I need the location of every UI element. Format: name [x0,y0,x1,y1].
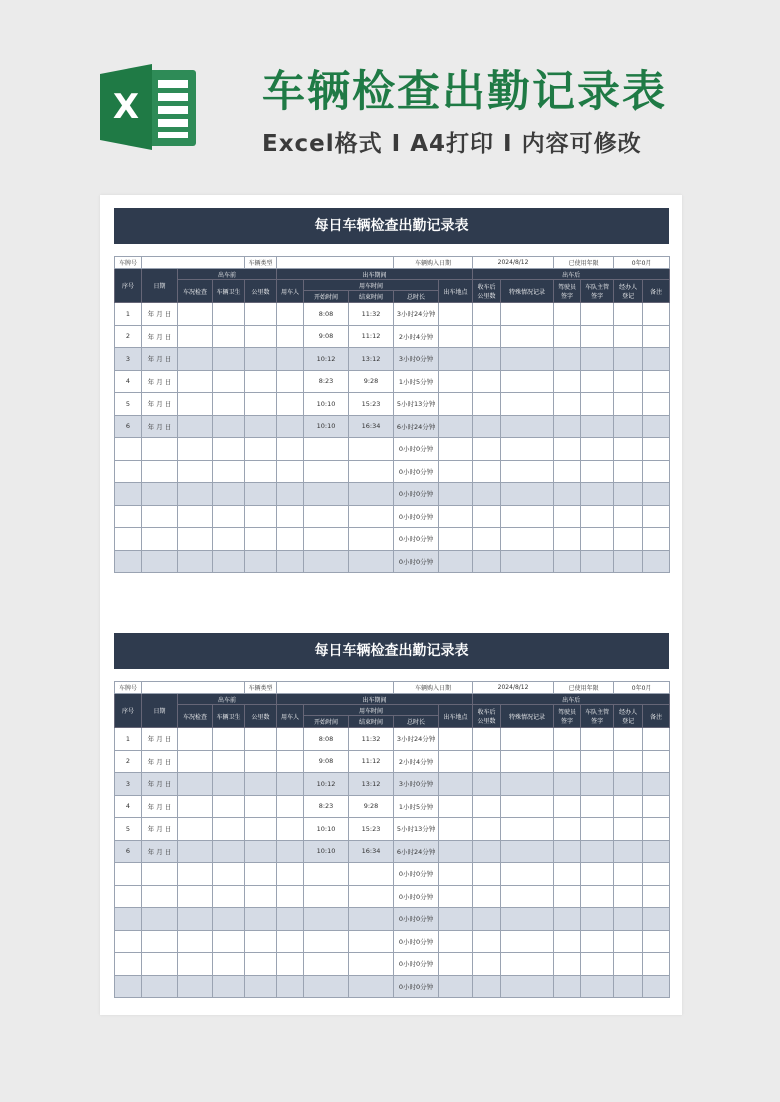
cell-seq [115,930,142,953]
cell-start: 8:08 [304,728,349,751]
cell-seq: 3 [115,348,142,371]
cell-end [349,953,394,976]
cell-total: 3小时0分钟 [394,773,439,796]
cell-end: 16:34 [349,415,394,438]
col-special: 特殊情况记录 [501,280,554,303]
paper-sheet [100,195,682,1015]
cell-total: 6小时24分钟 [394,415,439,438]
cell-end: 11:32 [349,728,394,751]
cell-seq: 5 [115,818,142,841]
cell-total: 5小时13分钟 [394,818,439,841]
cell-date [142,953,178,976]
col-handler: 经办人 登记 [614,280,643,303]
table-row [115,885,670,908]
cell-end [349,505,394,528]
cell-seq [115,975,142,998]
cell-start: 8:23 [304,370,349,393]
cell-start: 9:08 [304,750,349,773]
cell-end: 11:32 [349,303,394,326]
cell-date: 年 月 日 [142,393,178,416]
cell-date: 年 月 日 [142,325,178,348]
cell-start [304,953,349,976]
record-sheet-2 [114,633,669,998]
cell-start [304,975,349,998]
years-value: 0年0月 [614,682,670,694]
cell-start: 10:10 [304,840,349,863]
cell-end: 13:12 [349,773,394,796]
cell-date [142,505,178,528]
cell-seq: 4 [115,795,142,818]
cell-total: 2小时4分钟 [394,325,439,348]
table-row [115,438,670,461]
col-user: 用车人 [277,705,304,728]
cell-end: 13:12 [349,348,394,371]
cell-total: 3小时24分钟 [394,728,439,751]
cell-seq [115,505,142,528]
col-special: 特殊情况记录 [501,705,554,728]
cell-start [304,885,349,908]
cell-seq [115,885,142,908]
table-row [115,773,670,796]
table-row [115,393,670,416]
cell-total: 0小时0分钟 [394,953,439,976]
cell-start [304,483,349,506]
sheet-title: 每日车辆检查出勤记录表 [114,633,669,669]
cell-seq: 3 [115,773,142,796]
cell-end: 11:12 [349,325,394,348]
record-table [114,256,670,573]
cell-total: 0小时0分钟 [394,863,439,886]
table-row [115,795,670,818]
type-value [277,257,394,269]
cell-end: 16:34 [349,840,394,863]
cell-date: 年 月 日 [142,750,178,773]
table-row [115,975,670,998]
cell-date [142,438,178,461]
cell-seq: 4 [115,370,142,393]
cell-start: 10:10 [304,415,349,438]
cell-start [304,550,349,573]
col-seq: 序号 [115,269,142,303]
cell-start [304,528,349,551]
cell-start: 9:08 [304,325,349,348]
plate-value [142,257,245,269]
col-date: 日期 [142,269,178,303]
col-note: 备注 [643,280,670,303]
cell-total: 0小时0分钟 [394,438,439,461]
cell-end [349,438,394,461]
cell-total: 0小时0分钟 [394,550,439,573]
cell-total: 0小时0分钟 [394,908,439,931]
cell-total: 1小时5分钟 [394,370,439,393]
group-before: 出车前 [178,269,277,280]
cell-date: 年 月 日 [142,348,178,371]
cell-total: 2小时4分钟 [394,750,439,773]
cell-seq [115,460,142,483]
col-manager: 车队主管 签字 [581,280,614,303]
cell-end: 11:12 [349,750,394,773]
table-row [115,930,670,953]
table-row [115,460,670,483]
col-place: 出车地点 [439,280,473,303]
cell-date: 年 月 日 [142,773,178,796]
record-table [114,681,670,998]
purchase-value: 2024/8/12 [473,682,554,694]
cell-start [304,505,349,528]
table-row [115,528,670,551]
col-return-km: 收车后 公里数 [473,280,501,303]
cell-date [142,483,178,506]
cell-end [349,528,394,551]
cell-date [142,460,178,483]
col-check: 车况检查 [178,705,213,728]
cell-start [304,930,349,953]
cell-end [349,885,394,908]
table-row [115,303,670,326]
cell-date [142,885,178,908]
col-manager: 车队主管 签字 [581,705,614,728]
type-label: 车辆类型 [245,682,277,694]
cell-end [349,460,394,483]
cell-date: 年 月 日 [142,728,178,751]
cell-seq: 1 [115,728,142,751]
cell-date [142,550,178,573]
cell-total: 0小时0分钟 [394,885,439,908]
cell-end: 9:28 [349,370,394,393]
cell-date: 年 月 日 [142,840,178,863]
purchase-label: 车辆购入日期 [394,257,473,269]
table-row [115,908,670,931]
table-row [115,415,670,438]
cell-start [304,863,349,886]
cell-total: 6小时24分钟 [394,840,439,863]
plate-label: 车牌号 [115,257,142,269]
years-value: 0年0月 [614,257,670,269]
cell-seq [115,908,142,931]
cell-seq [115,528,142,551]
col-start: 开始时间 [304,716,349,728]
col-user: 用车人 [277,280,304,303]
cell-end: 15:23 [349,393,394,416]
col-check: 车况检查 [178,280,213,303]
table-row [115,550,670,573]
col-km: 公里数 [245,280,277,303]
cell-start: 8:08 [304,303,349,326]
col-return-km: 收车后 公里数 [473,705,501,728]
cell-date [142,930,178,953]
cell-end [349,550,394,573]
cell-seq [115,953,142,976]
cell-start: 10:10 [304,818,349,841]
col-total: 总时长 [394,291,439,303]
purchase-value: 2024/8/12 [473,257,554,269]
table-row [115,863,670,886]
plate-value [142,682,245,694]
col-date: 日期 [142,694,178,728]
col-hygiene: 车辆卫生 [213,280,245,303]
cell-seq [115,483,142,506]
cell-date: 年 月 日 [142,818,178,841]
cell-date: 年 月 日 [142,795,178,818]
cell-start: 8:23 [304,795,349,818]
group-during: 出车期间 [277,269,473,280]
cell-seq: 1 [115,303,142,326]
col-driver: 驾驶员 签字 [554,280,581,303]
cell-seq [115,863,142,886]
years-label: 已使用年限 [554,257,614,269]
cell-total: 0小时0分钟 [394,930,439,953]
group-before: 出车前 [178,694,277,705]
cell-seq: 2 [115,750,142,773]
cell-date [142,863,178,886]
col-seq: 序号 [115,694,142,728]
cell-date: 年 月 日 [142,303,178,326]
cell-seq: 6 [115,415,142,438]
table-row [115,840,670,863]
logo-letter: X [112,87,140,127]
cell-start [304,438,349,461]
cell-date: 年 月 日 [142,415,178,438]
table-row [115,750,670,773]
cell-total: 0小时0分钟 [394,975,439,998]
col-usetime: 用车时间 [304,280,439,291]
cell-total: 1小时5分钟 [394,795,439,818]
cell-total: 0小时0分钟 [394,528,439,551]
cell-seq [115,438,142,461]
col-handler: 经办人 登记 [614,705,643,728]
col-end: 结束时间 [349,716,394,728]
page-subtitle: Excel格式 I A4打印 I 内容可修改 [262,131,642,157]
col-start: 开始时间 [304,291,349,303]
col-note: 备注 [643,705,670,728]
col-km: 公里数 [245,705,277,728]
col-hygiene: 车辆卫生 [213,705,245,728]
group-after: 出车后 [473,269,670,280]
cell-end: 15:23 [349,818,394,841]
cell-total: 5小时13分钟 [394,393,439,416]
sheet-title: 每日车辆检查出勤记录表 [114,208,669,244]
table-row [115,505,670,528]
table-row [115,483,670,506]
col-driver: 驾驶员 签字 [554,705,581,728]
col-place: 出车地点 [439,705,473,728]
cell-date [142,908,178,931]
cell-start [304,908,349,931]
cell-date [142,528,178,551]
cell-start: 10:12 [304,773,349,796]
cell-seq: 2 [115,325,142,348]
cell-start: 10:10 [304,393,349,416]
table-row [115,818,670,841]
cell-seq [115,550,142,573]
cell-seq: 5 [115,393,142,416]
table-row [115,953,670,976]
group-during: 出车期间 [277,694,473,705]
table-row [115,348,670,371]
cell-total: 3小时0分钟 [394,348,439,371]
cell-end [349,908,394,931]
cell-end [349,483,394,506]
page-title: 车辆检查出勤记录表 [262,67,667,117]
record-sheet-1 [114,208,669,573]
cell-total: 0小时0分钟 [394,460,439,483]
cell-end [349,930,394,953]
cell-end [349,975,394,998]
years-label: 已使用年限 [554,682,614,694]
excel-logo-icon [100,62,200,152]
plate-label: 车牌号 [115,682,142,694]
table-row [115,370,670,393]
cell-total: 0小时0分钟 [394,483,439,506]
col-end: 结束时间 [349,291,394,303]
cell-start [304,460,349,483]
purchase-label: 车辆购入日期 [394,682,473,694]
table-row [115,728,670,751]
cell-end: 9:28 [349,795,394,818]
type-label: 车辆类型 [245,257,277,269]
cell-total: 3小时24分钟 [394,303,439,326]
col-usetime: 用车时间 [304,705,439,716]
cell-date [142,975,178,998]
cell-end [349,863,394,886]
col-total: 总时长 [394,716,439,728]
cell-date: 年 月 日 [142,370,178,393]
table-row [115,325,670,348]
type-value [277,682,394,694]
cell-total: 0小时0分钟 [394,505,439,528]
cell-seq: 6 [115,840,142,863]
cell-start: 10:12 [304,348,349,371]
group-after: 出车后 [473,694,670,705]
